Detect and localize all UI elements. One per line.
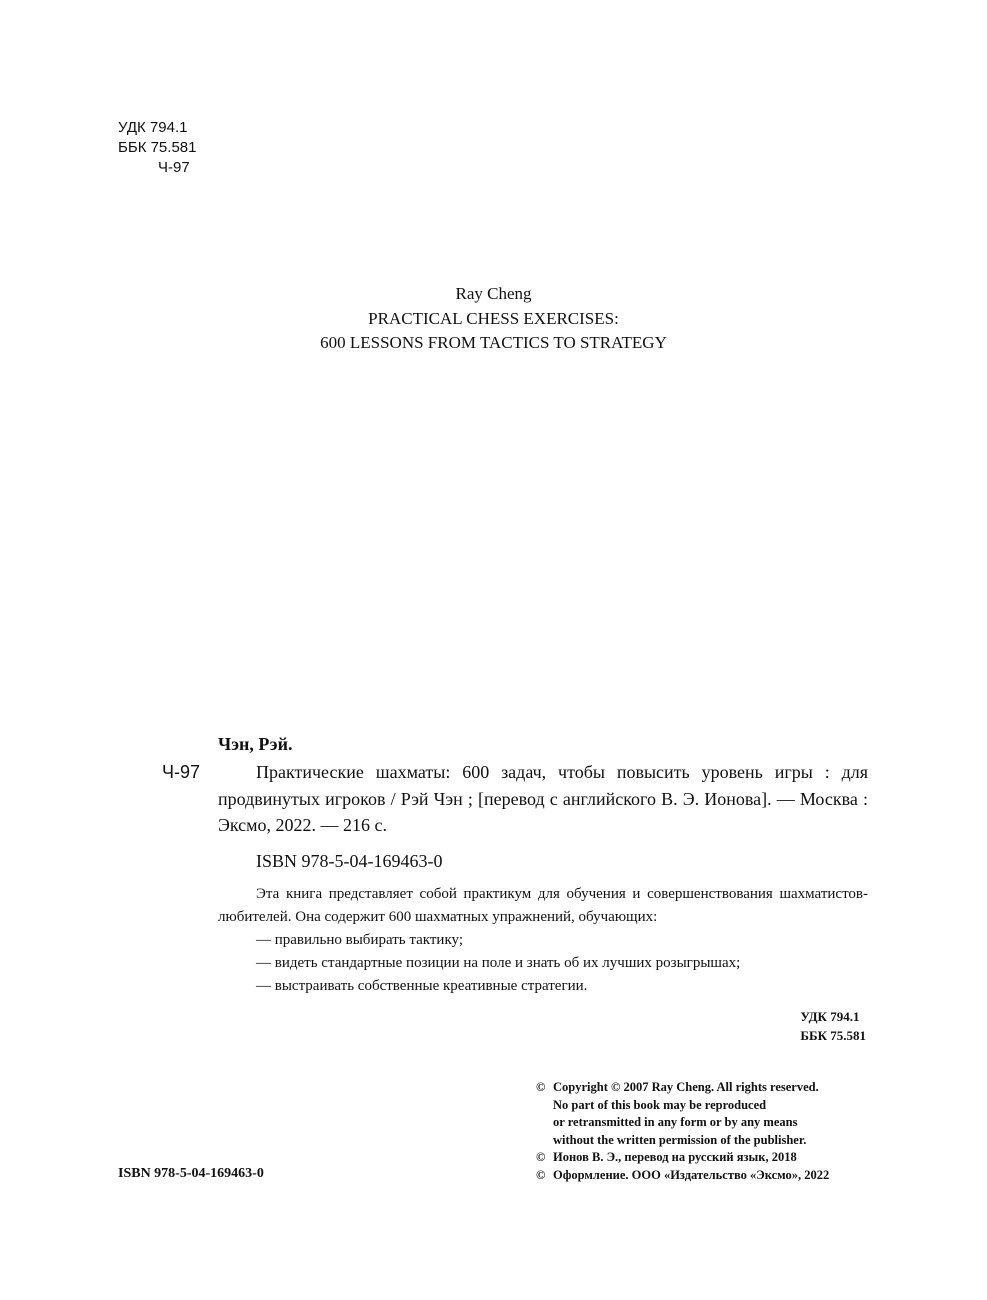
classification-block-bottom	[800, 1007, 866, 1045]
bbk-code-bottom: ББК 75.581	[800, 1028, 866, 1043]
annotation-intro: Эта книга представляет собой практикум для обучения и совершенствования шахматистов-любителей. Она содержит 600 шахматных упражнений, обучающих:	[218, 886, 868, 925]
record-description: Практические шахматы: 600 задач, чтобы повысить уровень игры : для продвинутых игроков / Рэй Чэн ; [перевод с английского В. Э. Ионова]. — Москва : Эксмо, 2022. — 216 с.	[218, 762, 868, 835]
udk-code: УДК 794.1	[118, 119, 188, 136]
isbn-bottom: ISBN 978-5-04-169463-0	[118, 1166, 264, 1181]
original-title-block	[0, 282, 987, 356]
copyright-icon: ©	[536, 1167, 546, 1182]
copyright-design: Оформление. ООО «Издательство «Эксмо», 2022	[553, 1167, 830, 1182]
record-author-mark: Ч-97	[162, 762, 201, 782]
copyright-original-line-4: without the written permission of the publisher.	[553, 1132, 807, 1147]
classification-block-top	[118, 118, 196, 178]
copyright-icon: ©	[536, 1080, 546, 1094]
original-title-line-1: PRACTICAL CHESS EXERCISES:	[368, 308, 619, 328]
annotation-item: — видеть стандартные позиции на поле и знать об их лучших розыгрышах;	[256, 955, 741, 971]
copyright-icon: ©	[536, 1150, 546, 1164]
copyright-original-line-2: No part of this book may be reproduced	[553, 1097, 767, 1112]
original-title-line-2: 600 LESSONS FROM TACTICS TO STRATEGY	[320, 333, 667, 352]
udk-code-bottom: УДК 794.1	[800, 1009, 860, 1024]
original-author: Ray Cheng	[455, 284, 532, 303]
author-mark: Ч-97	[158, 159, 190, 176]
copyright-translation: Ионов В. Э., перевод на русский язык, 2018	[553, 1150, 797, 1164]
bbk-code: ББК 75.581	[118, 139, 197, 156]
record-author-heading: Чэн, Рэй.	[218, 734, 293, 754]
copyright-original-line-1: Copyright © 2007 Ray Cheng. All rights reserved.	[553, 1080, 819, 1094]
record-isbn: ISBN 978-5-04-169463-0	[256, 851, 443, 871]
annotation-item: — выстраивать собственные креативные стратегии.	[256, 978, 588, 994]
copyright-block	[536, 1079, 829, 1184]
annotation-item: — правильно выбирать тактику;	[256, 932, 463, 948]
copyright-original-line-3: or retransmitted in any form or by any means	[553, 1115, 798, 1129]
annotation	[218, 883, 868, 998]
